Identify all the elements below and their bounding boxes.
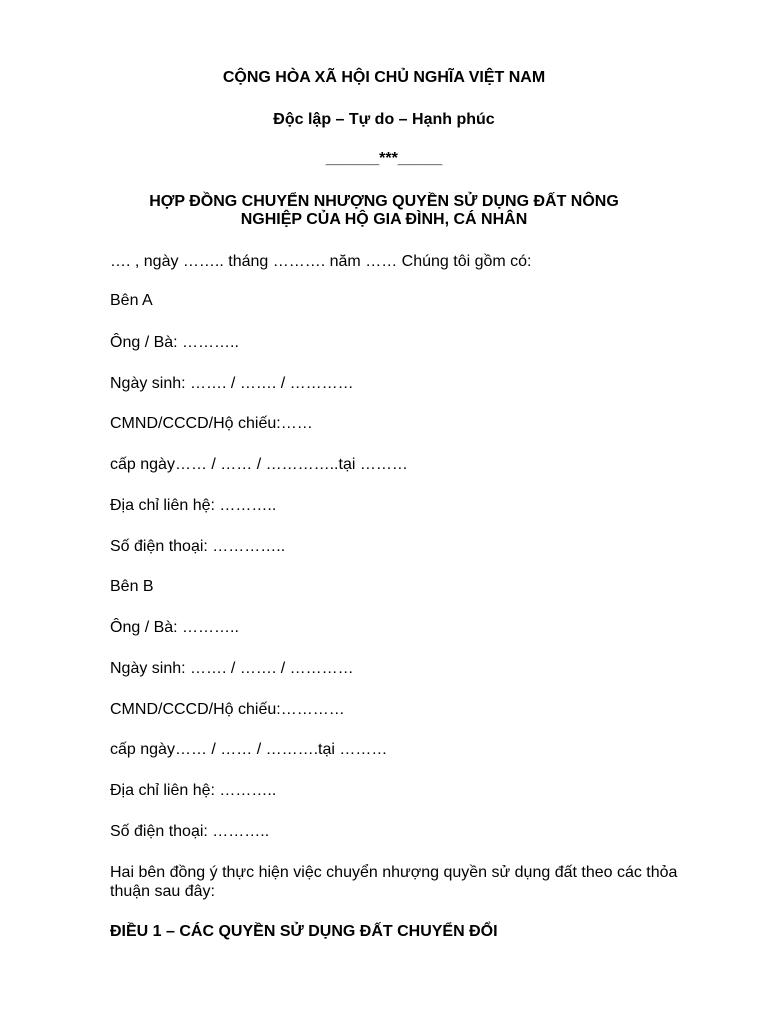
party-a-address: Địa chỉ liên hệ: ………..	[110, 497, 277, 514]
contract-title-line1: HỢP ĐỒNG CHUYỂN NHƯỢNG QUYỀN SỬ DỤNG ĐẤT NÔNG	[149, 193, 619, 210]
party-a-dob: Ngày sinh: ……. / ……. / …………	[110, 375, 354, 392]
contract-title-line2: NGHIỆP CỦA HỘ GIA ĐÌNH, CÁ NHÂN	[240, 211, 528, 228]
party-b-name: Ông / Bà: ………..	[110, 619, 239, 636]
motto: Độc lập – Tự do – Hạnh phúc	[273, 111, 495, 128]
party-a-id: CMND/CCCD/Hộ chiếu:……	[110, 415, 313, 432]
party-a-issued: cấp ngày…… / …… / …………..tại ………	[110, 456, 408, 473]
party-b-label: Bên B	[110, 578, 154, 595]
party-a-name: Ông / Bà: ………..	[110, 334, 239, 351]
agreement-intro: Hai bên đồng ý thực hiện việc chuyển nhượng quyền sử dụng đất theo các thỏa thuận sau đây:	[110, 864, 678, 900]
date-line: …. , ngày …….. tháng ………. năm …… Chúng tôi gồm có:	[110, 253, 532, 270]
party-a-phone: Số điện thoại: …………..	[110, 538, 286, 555]
national-title: CỘNG HÒA XÃ HỘI CHỦ NGHĨA VIỆT NAM	[222, 69, 546, 86]
party-b-phone: Số điện thoại: ………..	[110, 823, 270, 840]
party-a-label: Bên A	[110, 292, 153, 309]
separator: ______***_____	[325, 150, 443, 167]
party-b-id: CMND/CCCD/Hộ chiếu:…………	[110, 701, 345, 718]
party-b-dob: Ngày sinh: ……. / ……. / …………	[110, 660, 354, 677]
article-1-title: ĐIỀU 1 – CÁC QUYỀN SỬ DỤNG ĐẤT CHUYỂN ĐỔI	[110, 923, 498, 940]
party-b-issued: cấp ngày…… / …… / ……….tại ………	[110, 741, 388, 758]
party-b-address: Địa chỉ liên hệ: ………..	[110, 782, 277, 799]
